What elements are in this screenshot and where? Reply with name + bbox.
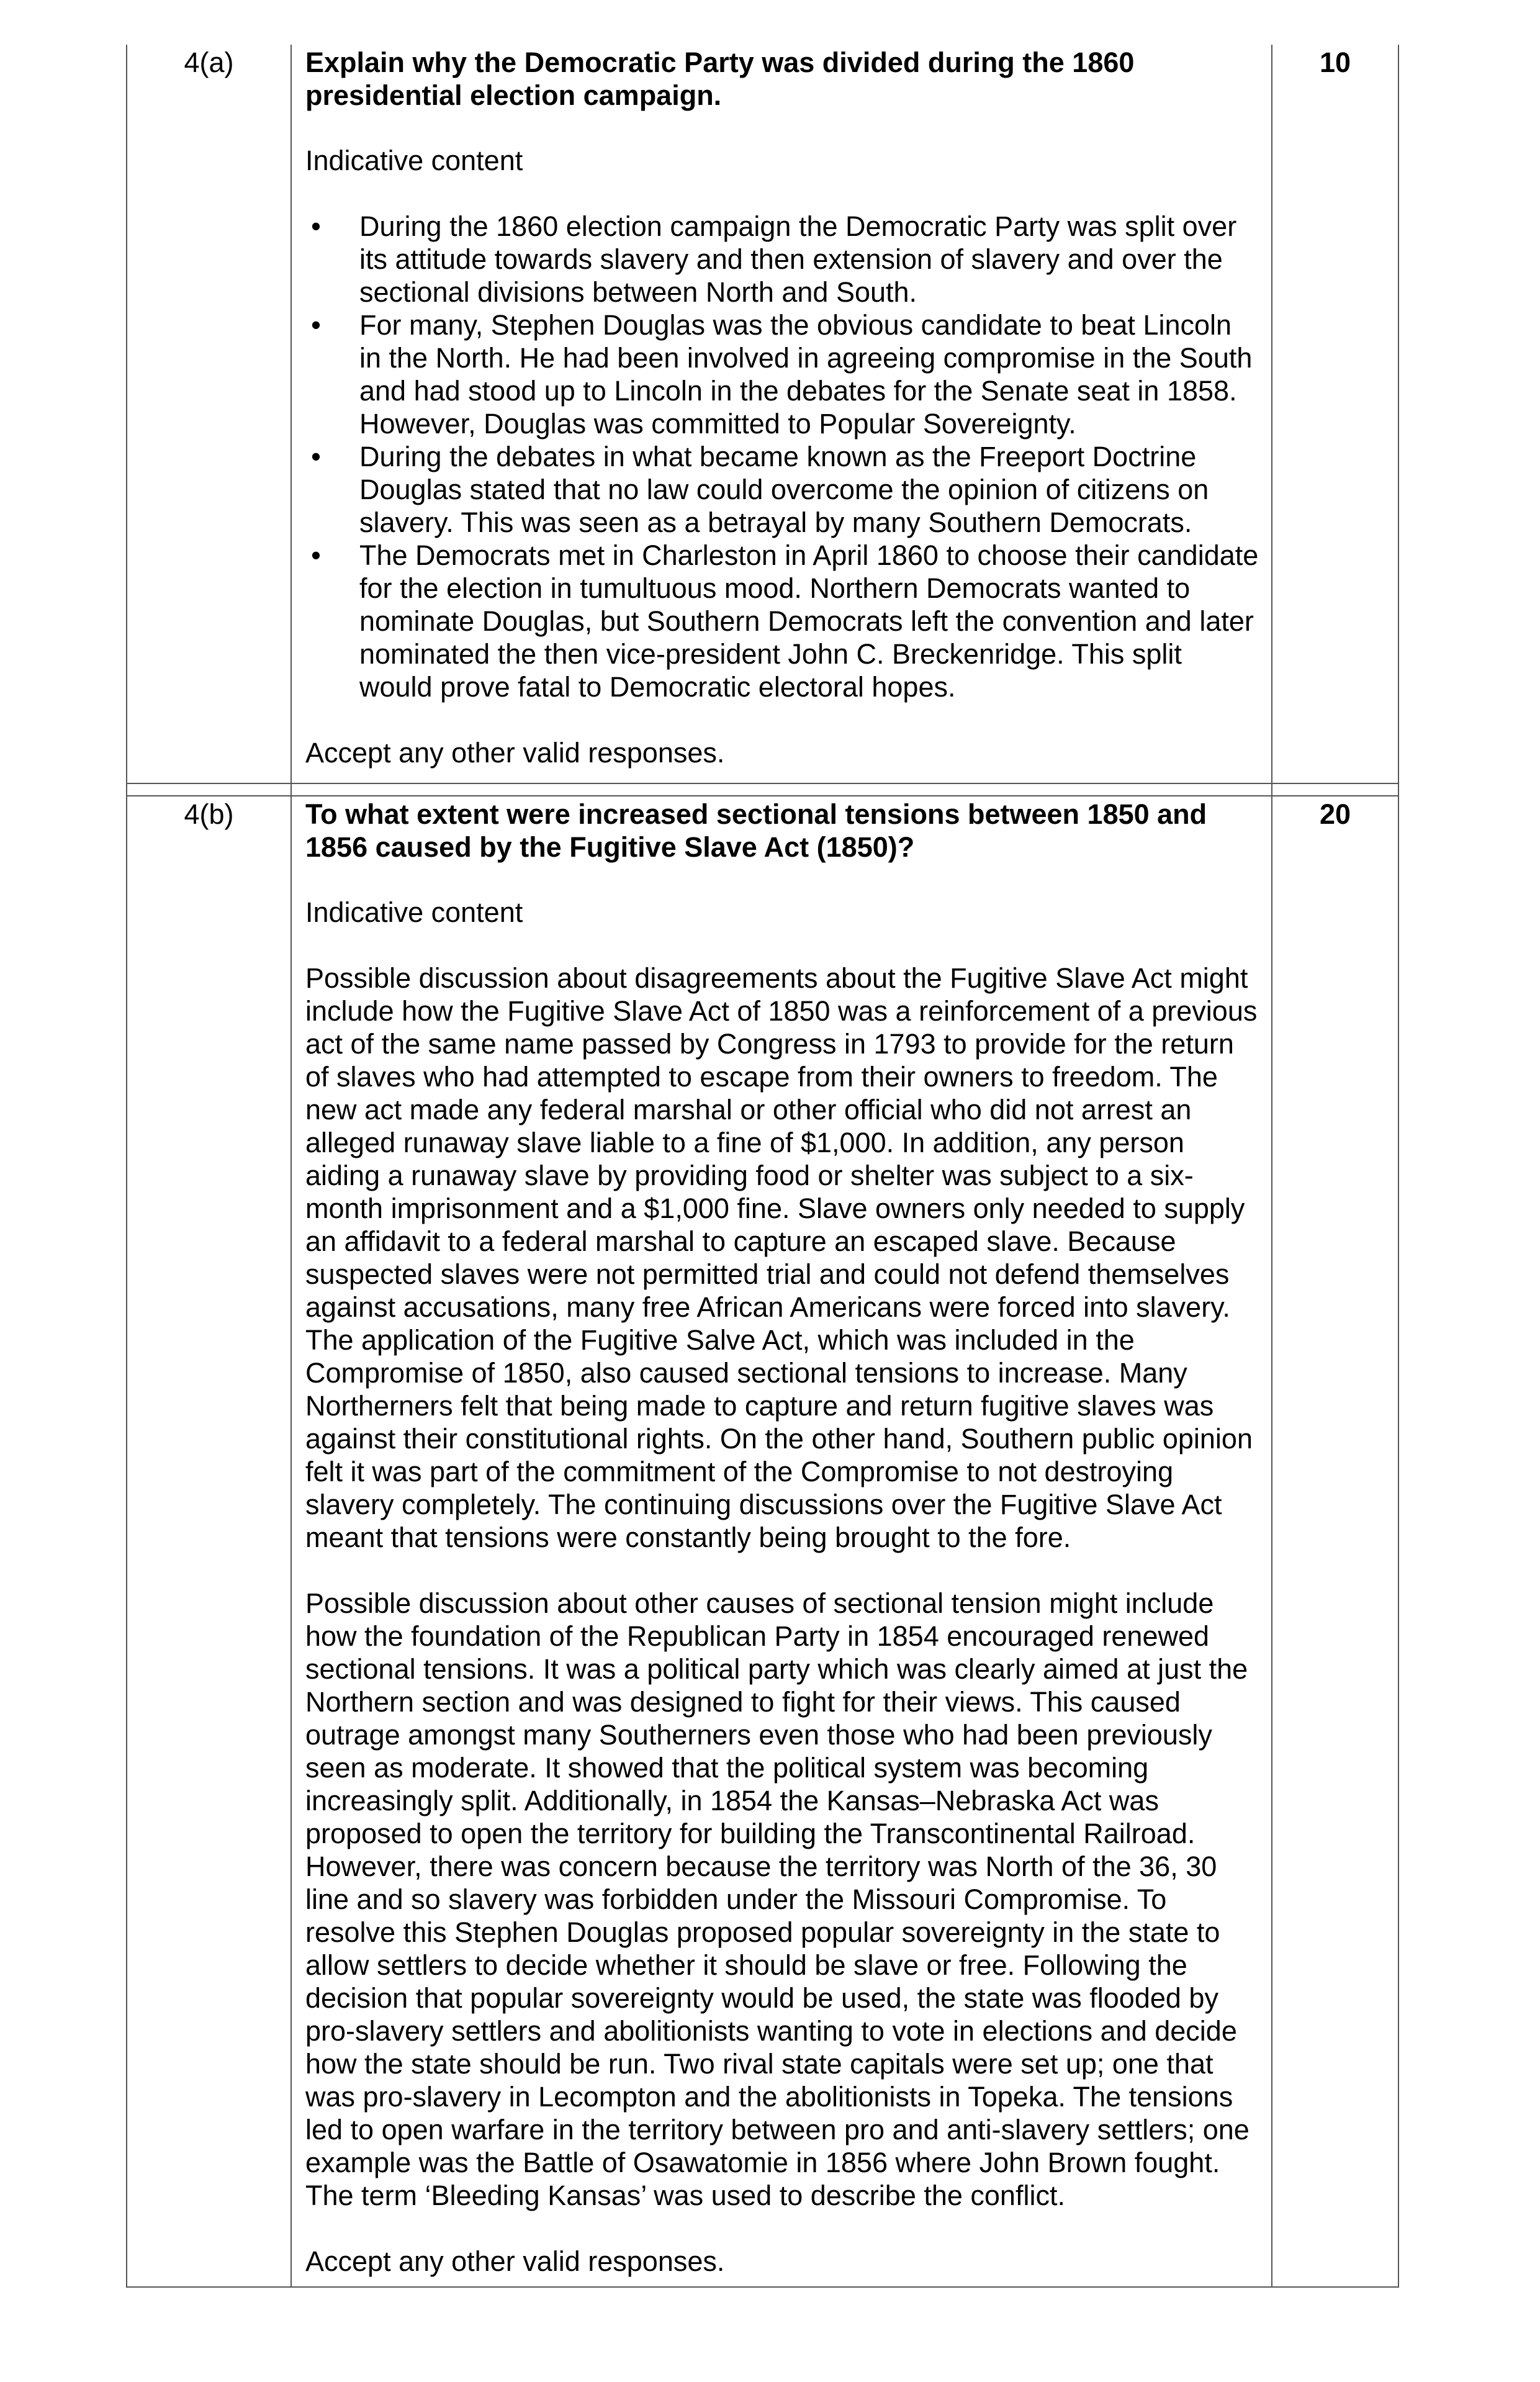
bullet-icon: •	[311, 210, 321, 242]
question-number: 4(b)	[127, 796, 291, 2287]
question-text: To what extent were increased sectional tensions between 1850 and 1856 caused by the Fugitive Slave Act (1850)?	[305, 798, 1207, 863]
indicative-heading: Indicative content	[305, 896, 523, 928]
bullet-icon: •	[311, 309, 321, 341]
list-item: • During the 1860 election campaign the Democratic Party was split over its attitude towards slavery and then extension of slavery and over the sectional divisions between North and South.	[305, 210, 1259, 309]
list-item: • During the debates in what became known as the Freeport Doctrine Douglas stated that no law could overcome the opinion of citizens on slavery. This was seen as a betrayal by many Southern Democrats.	[305, 440, 1259, 539]
question-row-4b	[127, 796, 1398, 2287]
question-text: Explain why the Democratic Party was divided during the 1860 presidential election campaign.	[305, 47, 1135, 111]
discussion-paragraph: Possible discussion about disagreements about the Fugitive Slave Act might include how the Fugitive Slave Act of 1850 was a reinforcement of a previous act of the same name passed by Congress in 1793 to provide for the return of slaves who had attempted to escape from their owners to freedom. The new act made any federal marshal or other official who did not arrest an alleged runaway slave liable to a fine of $1,000. In addition, any person aiding a runaway slave by providing food or shelter was subject to a six-month imprisonment and a $1,000 fine. Slave owners only needed to supply an affidavit to a federal marshal to capture an escaped slave. Because suspected slaves were not permitted trial and could not defend themselves against accusations, many free African Americans were forced into slavery. The application of the Fugitive Salve Act, which was included in the Compromise of 1850, also caused sectional tensions to increase. Many Northerners felt that being made to capture and return fugitive slaves was against their constitutional rights. On the other hand, Southern public opinion felt it was part of the commitment of the Compromise to not destroying slavery completely. The continuing discussions over the Fugitive Slave Act meant that tensions were constantly being brought to the fore.	[305, 962, 1258, 1553]
bullet-icon: •	[311, 441, 321, 472]
accept-note: Accept any other valid responses.	[305, 737, 725, 769]
list-item: • The Democrats met in Charleston in April 1860 to choose their candidate for the election in tumultuous mood. Northern Democrats wanted to nominate Douglas, but Southern Democrats left the convention and later nominated the then vice-president John C. Breckenridge. This split would prove fatal to Democratic electoral hopes.	[305, 539, 1259, 703]
question-content	[291, 45, 1272, 783]
discussion-paragraph: Possible discussion about other causes of sectional tension might include how the foundation of the Republican Party in 1854 encouraged renewed sectional tensions. It was a political party which was clearly aimed at just the Northern section and was designed to fight for their views. This caused outrage amongst many Southerners even those who had been previously seen as moderate. It showed that the political system was becoming increasingly split. Additionally, in 1854 the Kansas–Nebraska Act was proposed to open the territory for building the Transcontinental Railroad. However, there was concern because the territory was North of the 36, 30 line and so slavery was forbidden under the Missouri Compromise. To resolve this Stephen Douglas proposed popular sovereignty in the state to allow settlers to decide whether it should be slave or free. Following the decision that popular sovereignty would be used, the state was flooded by pro-slavery settlers and abolitionists wanting to vote in elections and decide how the state should be run. Two rival state capitals were set up; one that was pro-slavery in Lecompton and the abolitionists in Topeka. The tensions led to open warfare in the territory between pro and anti-slavery settlers; one example was the Battle of Osawatomie in 1856 where John Brown fought. The term ‘Bleeding Kansas’ was used to describe the conflict.	[305, 1587, 1250, 2211]
accept-note: Accept any other valid responses.	[305, 2245, 725, 2277]
marks-value: 20	[1272, 796, 1398, 2287]
question-content	[291, 796, 1272, 2287]
mark-scheme-table	[126, 45, 1399, 2288]
row-divider	[127, 783, 1398, 796]
question-number: 4(a)	[127, 45, 291, 783]
bullet-list	[305, 210, 1259, 703]
list-item: • For many, Stephen Douglas was the obvious candidate to beat Lincoln in the North. He had been involved in agreeing compromise in the South and had stood up to Lincoln in the debates for the Senate seat in 1858. However, Douglas was committed to Popular Sovereignty.	[305, 309, 1259, 440]
marks-value: 10	[1272, 45, 1398, 783]
bullet-icon: •	[311, 539, 321, 571]
indicative-heading: Indicative content	[305, 145, 523, 176]
question-row-4a	[127, 45, 1398, 783]
